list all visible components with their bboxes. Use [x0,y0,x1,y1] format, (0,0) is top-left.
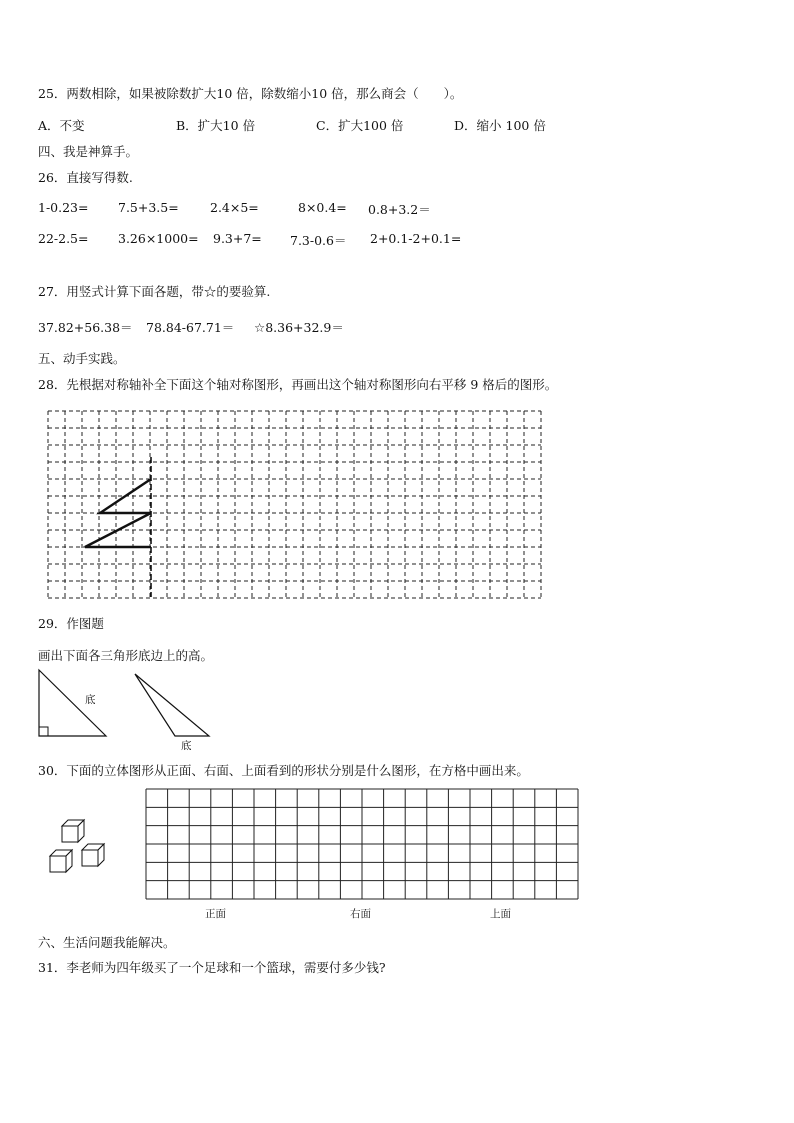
q26-expr: 9.3+7= [213,231,262,246]
section-5-heading: 五、动手实践。 [38,351,126,366]
q26-expr: 22-2.5= [38,231,89,246]
half-figure [85,479,151,547]
view-label-right: 右面 [350,908,371,920]
q26-expr: 7.5+3.5= [118,200,179,215]
q26-expr: 7.3-0.6＝ [290,233,347,248]
q27-text: 27．用竖式计算下面各题，带☆的要验算. [38,284,271,299]
q26-expr: 0.8+3.2＝ [368,202,431,217]
section-6-heading: 六、生活问题我能解决。 [38,935,176,950]
q27-expr: ☆8.36+32.9＝ [254,320,344,335]
base-label-1: 底 [85,694,96,706]
q26-expr: 1-0.23= [38,200,89,215]
base-label-2: 底 [181,740,192,752]
q25-text: 25．两数相除，如果被除数扩大10 倍，除数缩小10 倍，那么商会（ ）。 [38,86,463,101]
section-4-heading: 四、我是神算手。 [38,144,139,159]
q26-expr: 2+0.1-2+0.1= [370,231,462,246]
q27-expr: 78.84-67.71＝ [146,320,235,335]
q31-text: 31．李老师为四年级买了一个足球和一个篮球，需要付多少钱? [38,960,386,975]
q26-expr: 3.26×1000= [118,231,199,246]
triangle-obtuse [130,672,220,742]
q29-text: 29．作图题 [38,616,104,631]
view-label-front: 正面 [205,908,226,920]
q30-answer-grid [145,788,579,900]
q26-expr: 2.4×5= [210,200,259,215]
q26-expr: 8×0.4= [298,200,347,215]
cube-figure [44,816,114,880]
q25-option-c: C．扩大100 倍 [316,118,404,133]
q30-text: 30．下面的立体图形从正面、右面、上面看到的形状分别是什么图形，在方格中画出来。 [38,763,529,778]
q25-option-d: D．缩小 100 倍 [454,118,546,133]
q29-instruction: 画出下面各三角形底边上的高。 [38,648,214,663]
q25-option-a: A．不变 [38,118,85,133]
q26-text: 26．直接写得数. [38,170,133,185]
triangle-right [36,668,116,740]
view-label-top: 上面 [490,908,511,920]
q28-dashed-grid [48,409,540,599]
q25-option-b: B．扩大10 倍 [176,118,256,133]
q27-expr: 37.82+56.38＝ [38,320,133,335]
q28-text: 28．先根据对称轴补全下面这个轴对称图形，再画出这个轴对称图形向右平移 9 格后的图形。 [38,377,558,392]
